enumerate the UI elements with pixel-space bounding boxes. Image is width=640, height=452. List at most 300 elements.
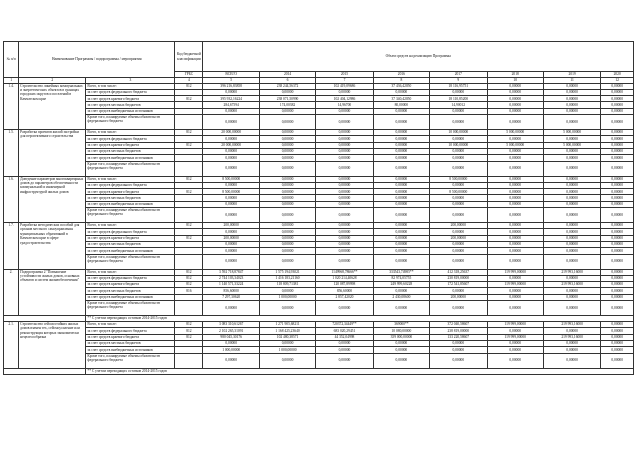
year-value: 238 244,56372 [259, 83, 315, 89]
year-value: 10 080,00000 [373, 328, 429, 334]
column-index: 10 [487, 78, 543, 84]
funding-source-label: за счет средств внебюджетных источников [86, 248, 175, 254]
column-index: 1 [4, 78, 19, 84]
total-value: 0,00000 [203, 201, 259, 207]
year-value: 0,00000 [373, 235, 429, 241]
year-value: 0,00000 [430, 136, 487, 142]
year-value: 0,00000 [373, 223, 429, 229]
year-value: 200,00000 [430, 235, 487, 241]
grbs-code [175, 115, 203, 130]
year-value: 0,00000 [543, 288, 600, 294]
total-value: 0,00000 [203, 241, 259, 247]
grbs-code: 812 [175, 176, 203, 182]
funding-source-label: за счет средств федерального бюджета [86, 136, 175, 142]
year-value: 1 020 214,40628 [316, 275, 373, 281]
section-number: 1.5. [4, 130, 19, 176]
funding-source-label: за счет средств федерального бюджета [86, 89, 175, 95]
year-value: 0,00000 [543, 115, 600, 130]
year-value: 0,00000 [316, 195, 373, 201]
year-value: 0,00000 [316, 130, 373, 136]
header-year: 2017 [430, 72, 487, 78]
column-index: 11 [543, 78, 600, 84]
year-value: 0,00000 [601, 108, 634, 114]
year-value: 0,00000 [430, 301, 487, 316]
year-value: 18 110,85200 [430, 96, 487, 102]
table-row [4, 301, 634, 316]
funding-source-label: Всего, в том числе: [86, 322, 175, 328]
funding-source-label: за счет средств краевого бюджета [86, 189, 175, 195]
year-value: 200,00000 [430, 294, 487, 300]
year-value: 0,00000 [487, 294, 543, 300]
total-value: 8 500,00000 [203, 189, 259, 195]
year-value: 0,00000 [487, 301, 543, 316]
table-row [4, 208, 634, 223]
year-value: 10 000,00000 [430, 142, 487, 148]
year-value: 0,00000 [316, 182, 373, 188]
table-row [4, 254, 634, 269]
year-value: 0,00000 [259, 136, 315, 142]
year-value: 0,00000 [601, 301, 634, 316]
year-value: 0,00000 [543, 241, 600, 247]
year-value: 219 993,16000 [543, 322, 600, 328]
grbs-code: 812 [175, 96, 203, 102]
year-value: 0,00000 [430, 241, 487, 247]
header-program-name: Наименование Программы / подпрограммы / мероприятия [19, 42, 175, 78]
year-value: 80,00000 [373, 102, 429, 108]
year-value: 0,00000 [601, 130, 634, 136]
year-value: 249 999,60228 [373, 282, 429, 288]
funding-source-label: за счет средств федерального бюджета [86, 328, 175, 334]
year-value: 0,00000 [373, 161, 429, 176]
year-value: 0,00000 [543, 182, 600, 188]
year-value: 0,00000 [543, 195, 600, 201]
year-value: 0,00000 [543, 208, 600, 223]
header-total: ВСЕГО [203, 72, 259, 78]
year-value: 0,00000 [430, 288, 487, 294]
year-value: 5 000,00000 [543, 142, 600, 148]
year-value: 0,00000 [601, 322, 634, 328]
grbs-code: 812 [175, 142, 203, 148]
year-value: 0,00000 [601, 223, 634, 229]
year-value: 0,00000 [601, 83, 634, 89]
year-value: 0,00000 [601, 340, 634, 346]
year-value: 0,00000 [487, 89, 543, 95]
budget-table-sheet [3, 41, 634, 375]
total-value: 3 083 310,61267 [203, 322, 259, 328]
year-value: 0,00000 [259, 148, 315, 154]
header-year: 2016 [373, 72, 429, 78]
year-value: 5 000,00000 [487, 142, 543, 148]
funding-source-label: за счет средств местных бюджетов [86, 288, 175, 294]
year-value: 0,00000 [259, 248, 315, 254]
year-value: 0,00000 [543, 229, 600, 235]
year-value: 0,00000 [543, 294, 600, 300]
year-value: 219 993,16000 [543, 334, 600, 340]
year-value: 0,00000 [601, 201, 634, 207]
year-value: 0,00000 [373, 182, 429, 188]
grbs-code [175, 353, 203, 368]
year-value: 0,00000 [373, 229, 429, 235]
grbs-code: 812 [175, 282, 203, 288]
total-value: 1 000,00000 [203, 347, 259, 353]
year-value: 0,00000 [430, 248, 487, 254]
year-value: 0,00000 [430, 254, 487, 269]
year-value: 0,00000 [487, 347, 543, 353]
year-value: 0,00000 [259, 176, 315, 182]
year-value: 8 500,00000 [430, 176, 487, 182]
year-value: 0,00000 [487, 254, 543, 269]
total-value: 0,00000 [203, 353, 259, 368]
year-value: 102 404,12986 [316, 96, 373, 102]
year-value: 0,00000 [316, 189, 373, 195]
section-name: Подпрограмма 2 "Повышение устойчивости жилых домов, основных объектов и систем жизнеобеспечения" [19, 269, 86, 315]
grbs-code: 812 [175, 235, 203, 241]
total-value: 20 000,00000 [203, 130, 259, 136]
year-value: 0,00000 [601, 89, 634, 95]
year-value: 0,00000 [430, 155, 487, 161]
section-number: 1.4. [4, 83, 19, 129]
year-value: 0,00000 [487, 182, 543, 188]
funding-source-label: за счет средств федерального бюджета [86, 275, 175, 281]
year-value: 0,00000 [487, 223, 543, 229]
year-value: 102 419,09686 [316, 83, 373, 89]
year-value: 0,00000 [259, 235, 315, 241]
year-value: 0,00000 [601, 142, 634, 148]
table-body [4, 83, 634, 374]
funding-source-label: Кроме того, планируемые объемы обязательств федерального бюджета [86, 208, 175, 223]
year-value: 0,00000 [601, 288, 634, 294]
year-value: 18 116,95751 [430, 83, 487, 89]
year-value: 0,00000 [316, 108, 373, 114]
year-value: 0,00000 [430, 108, 487, 114]
year-value: 0,00000 [316, 248, 373, 254]
year-value: 0,00000 [487, 148, 543, 154]
year-value: 119 999,00000 [487, 269, 543, 275]
year-value: 0,00000 [316, 229, 373, 235]
total-value: 0,00000 [203, 115, 259, 130]
year-value: 1 416 183,21160 [259, 275, 315, 281]
section-number: 2.1. [4, 322, 19, 368]
year-value: 0,00000 [259, 208, 315, 223]
year-value: 0,00000 [259, 229, 315, 235]
year-value: 0,00000 [601, 248, 634, 254]
total-value: 0,00000 [203, 254, 259, 269]
funding-source-label: за счет средств краевого бюджета [86, 142, 175, 148]
year-value: 0,00000 [543, 108, 600, 114]
funding-source-label: Всего, в том числе: [86, 223, 175, 229]
year-value: 0,00000 [373, 176, 429, 182]
grbs-code: 812 [175, 334, 203, 340]
grbs-code: 812 [175, 130, 203, 136]
funding-source-label: за счет средств внебюджетных источников [86, 155, 175, 161]
year-value: 0,00000 [259, 161, 315, 176]
year-value: 172 541,85607 [430, 282, 487, 288]
total-value: 3 592 718,87847 [203, 269, 259, 275]
total-value: 200,00000 [203, 235, 259, 241]
total-value: 1 140 571,33224 [203, 282, 259, 288]
year-value: 0,00000 [487, 229, 543, 235]
year-value: 238 071,50990 [259, 96, 315, 102]
year-value: 0,00000 [601, 275, 634, 281]
year-value: 0,00000 [259, 340, 315, 346]
table-row [4, 353, 634, 368]
year-value: 119 999,00000 [487, 322, 543, 328]
header-year: 2019 [543, 72, 600, 78]
funding-source-label: за счет средств краевого бюджета [86, 334, 175, 340]
year-value: 0,00000 [543, 254, 600, 269]
year-value: 0,00000 [373, 347, 429, 353]
year-value: 0,00000 [259, 288, 315, 294]
year-value: 1 000,00000 [259, 347, 315, 353]
year-value: 0,00000 [601, 155, 634, 161]
year-value: 333543,74985** [373, 269, 429, 275]
year-value: 8 500,00000 [430, 189, 487, 195]
year-value: 0,00000 [373, 130, 429, 136]
program-funding-table [3, 41, 634, 375]
year-value: 856,60000 [316, 288, 373, 294]
year-value: 219 993,16000 [543, 282, 600, 288]
column-index: 8 [373, 78, 429, 84]
total-value: 0,00000 [203, 248, 259, 254]
funding-source-label: за счет средств местных бюджетов [86, 102, 175, 108]
year-value: 0,00000 [543, 328, 600, 334]
year-value: 0,00000 [316, 201, 373, 207]
section-name: Строительство линейных коммунальных и энергетических объектов в границах городских округов и поселений в Камчатском крае [19, 83, 86, 129]
year-value: 102 480,38571 [259, 334, 315, 340]
total-value: 395 932,16224 [203, 96, 259, 102]
year-value: 2 430,08600 [373, 294, 429, 300]
year-value: 0,00000 [487, 353, 543, 368]
year-value: 0,00000 [316, 340, 373, 346]
year-value: 0,00000 [601, 334, 634, 340]
year-value: 0,00000 [543, 102, 600, 108]
year-value: 0,00000 [316, 142, 373, 148]
year-value: 133 220,58607 [430, 334, 487, 340]
year-value: 0,00000 [373, 89, 429, 95]
year-value: 0,00000 [259, 89, 315, 95]
year-value: 0,00000 [259, 130, 315, 136]
year-value: 0,00000 [487, 201, 543, 207]
year-value: 0,00000 [601, 254, 634, 269]
column-index: 5 [203, 78, 259, 84]
section-number: 1.7. [4, 223, 19, 269]
year-value: 1 271 905,68211 [259, 322, 315, 328]
column-index: 6 [259, 78, 315, 84]
year-value: 0,00000 [373, 136, 429, 142]
year-value: 0,00000 [487, 161, 543, 176]
year-value: 0,00000 [259, 189, 315, 195]
total-value: 0,00000 [203, 136, 259, 142]
year-value: 0,00000 [543, 83, 600, 89]
year-value: 0,00000 [316, 115, 373, 130]
total-value: 284,67594 [203, 102, 259, 108]
year-value: 0,00000 [543, 176, 600, 182]
year-value: 0,00000 [316, 155, 373, 161]
header-grbs: ГРБС [175, 72, 203, 78]
year-value: 0,00000 [430, 229, 487, 235]
year-value: 0,00000 [316, 301, 373, 316]
funding-source-label: за счет средств местных бюджетов [86, 241, 175, 247]
funding-source-label: за счет средств краевого бюджета [86, 282, 175, 288]
year-value: 0,00000 [601, 241, 634, 247]
year-value: 44 352,04998 [316, 334, 373, 340]
total-value: 0,00000 [203, 301, 259, 316]
year-value: 0,00000 [601, 96, 634, 102]
grbs-code [175, 208, 203, 223]
column-index: 12 [601, 78, 634, 84]
year-value: 0,00000 [316, 347, 373, 353]
funding-source-label: за счет средств внебюджетных источников [86, 108, 175, 114]
year-value: 0,00000 [543, 275, 600, 281]
year-value: 0,00000 [373, 201, 429, 207]
note-row [4, 368, 634, 374]
funding-source-label: Кроме того, планируемые объемы обязательств федерального бюджета [86, 301, 175, 316]
year-value: 0,00000 [487, 176, 543, 182]
year-value: 0,00000 [373, 288, 429, 294]
total-value: 0,00000 [203, 148, 259, 154]
total-value: 0,00000 [203, 182, 259, 188]
year-value: 0,00000 [601, 195, 634, 201]
year-value: 120 087,89998 [316, 282, 373, 288]
grbs-code: 812 [175, 269, 203, 275]
year-value: 0,00000 [601, 161, 634, 176]
year-value: 0,00000 [373, 115, 429, 130]
year-value: 37 436,42050 [373, 83, 429, 89]
year-value: 0,00000 [373, 148, 429, 154]
year-value: 0,00000 [316, 353, 373, 368]
year-value: 0,00000 [487, 340, 543, 346]
funding-source-label: Всего, в том числе: [86, 130, 175, 136]
footnote: ** С учетом переходящих остатков 2014-2015 годов [86, 316, 634, 322]
funding-source-label: Кроме того, планируемые объемы обязательств федерального бюджета [86, 161, 175, 176]
year-value: 230 819,00000 [430, 275, 487, 281]
year-value: 0,00000 [373, 189, 429, 195]
year-value: 0,00000 [316, 241, 373, 247]
year-value: 0,00000 [259, 115, 315, 130]
year-value: 0,00000 [430, 201, 487, 207]
year-value: 14,96700 [316, 102, 373, 108]
year-value: 0,00000 [487, 288, 543, 294]
funding-source-label: за счет средств федерального бюджета [86, 229, 175, 235]
year-value: 0,00000 [543, 201, 600, 207]
grbs-code [175, 254, 203, 269]
year-value: 5 000,00000 [487, 130, 543, 136]
column-index: 7 [316, 78, 373, 84]
year-value: 0,00000 [601, 189, 634, 195]
total-value: 0,00000 [203, 108, 259, 114]
column-index: 3 [86, 78, 175, 84]
year-value: 82 974,05755 [373, 275, 429, 281]
year-value: 0,00000 [601, 353, 634, 368]
year-value: 0,00000 [543, 189, 600, 195]
year-value: 0,00000 [373, 142, 429, 148]
year-value: 0,00000 [373, 353, 429, 368]
year-value: 0,00000 [373, 340, 429, 346]
year-value: 0,00000 [430, 195, 487, 201]
grbs-code: 812 [175, 189, 203, 195]
year-value: 0,00000 [316, 235, 373, 241]
year-value: 0,00000 [543, 340, 600, 346]
year-value: 0,00000 [259, 195, 315, 201]
funding-source-label: за счет средств местных бюджетов [86, 148, 175, 154]
table-row [4, 161, 634, 176]
header-year: 2014 [259, 72, 315, 78]
table-row [4, 115, 634, 130]
year-value: 0,00000 [487, 136, 543, 142]
year-value: 0,00000 [430, 115, 487, 130]
year-value: 1149968,78666** [316, 269, 373, 275]
funding-source-label: за счет средств внебюджетных источников [86, 347, 175, 353]
funding-source-label: за счет средств внебюджетных источников [86, 294, 175, 300]
total-value: 0,00000 [203, 229, 259, 235]
year-value: 0,00000 [259, 223, 315, 229]
year-value: 174,00382 [259, 102, 315, 108]
year-value: 0,00000 [487, 108, 543, 114]
year-value: 0,00000 [487, 155, 543, 161]
year-value: 0,00000 [259, 241, 315, 247]
year-value: 0,00000 [430, 347, 487, 353]
year-value: 0,00000 [487, 248, 543, 254]
year-value: 119 999,00000 [487, 334, 543, 340]
year-value: 0,00000 [316, 161, 373, 176]
year-value: 0,00000 [259, 108, 315, 114]
grbs-code [175, 301, 203, 316]
year-value: 0,00000 [543, 155, 600, 161]
funding-source-label: Кроме того, планируемые объемы обязательств федерального бюджета [86, 254, 175, 269]
grbs-code: 812 [175, 328, 203, 334]
year-value: 0,00000 [259, 353, 315, 368]
year-value: 0,00000 [373, 248, 429, 254]
total-value: 200,00000 [203, 223, 259, 229]
total-value: 0,00000 [203, 161, 259, 176]
funding-source-label: за счет средств краевого бюджета [86, 96, 175, 102]
year-value: 0,00000 [543, 248, 600, 254]
total-value: 980 045,30176 [203, 334, 259, 340]
year-value: 720372,34449** [316, 322, 373, 328]
year-value: 238 819,00000 [430, 328, 487, 334]
header-funding-volume: Объем средств на реализацию Программы [203, 42, 634, 72]
year-value: 1 168 425,23640 [259, 328, 315, 334]
grbs-code: 816 [175, 288, 203, 294]
year-value: 200,00000 [430, 223, 487, 229]
year-value: 0,00000 [487, 208, 543, 223]
year-value: 0,00000 [543, 136, 600, 142]
year-value: 0,00000 [601, 115, 634, 130]
year-value: 0,00000 [373, 195, 429, 201]
total-value: 856,60000 [203, 288, 259, 294]
year-value: 0,00000 [601, 208, 634, 223]
year-value: 0,00000 [316, 136, 373, 142]
year-value: 0,00000 [601, 182, 634, 188]
year-value: 0,00000 [373, 108, 429, 114]
total-value: 0,00000 [203, 155, 259, 161]
year-value: 0,00000 [259, 254, 315, 269]
year-value: 0,00000 [430, 161, 487, 176]
funding-source-label: за счет средств краевого бюджета [86, 235, 175, 241]
year-value: 0,00000 [487, 328, 543, 334]
year-value: 0,00000 [487, 275, 543, 281]
note-spacer [4, 368, 86, 374]
funding-source-label: за счет средств федерального бюджета [86, 182, 175, 188]
year-value: 0,00000 [543, 301, 600, 316]
year-value: 0,00000 [316, 176, 373, 182]
funding-source-label: Всего, в том числе: [86, 83, 175, 89]
year-value: 0,00000 [543, 89, 600, 95]
year-value: 0,00000 [373, 241, 429, 247]
section-name: Доведение параметров многоквартирных домов до параметров обеспеченности коммунальной и инженерной инфраструктурой жилых домов [19, 176, 86, 222]
header-year: 2015 [316, 72, 373, 78]
grbs-code: 812 [175, 223, 203, 229]
